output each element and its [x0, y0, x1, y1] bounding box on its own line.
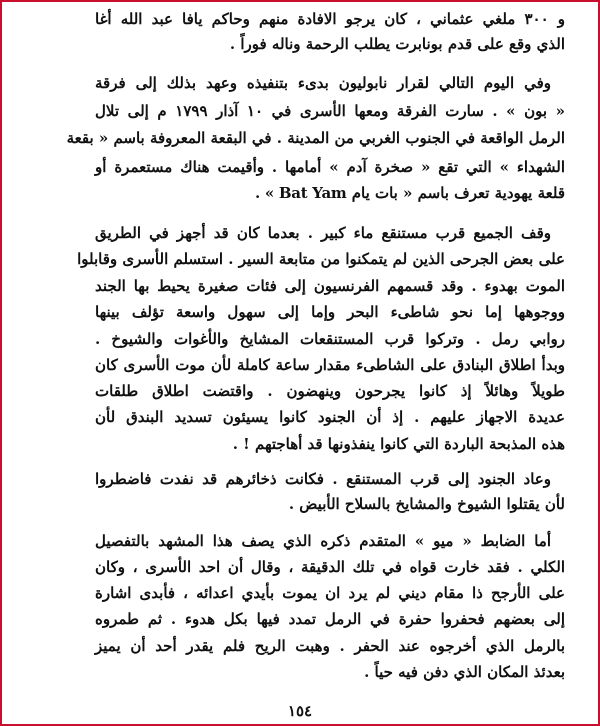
text-line: بعدئذ المكان الذي دفن فيه حياً .	[364, 663, 565, 681]
text-line: الكلي . فقد خارت قواه في تلك الدقيقة ، وقال أن احد الأسرى ، وكان	[95, 558, 565, 576]
text-line: « بون » . سارت الفرقة ومعها الأسرى في ١٠ آذار ١٧٩٩ م إلى تلال	[95, 102, 566, 120]
page-number: ١٥٤	[287, 702, 313, 720]
text-line: الرمل الواقعة في الجنوب الغربي من المدينة . في البقعة المعروفة باسم « بقعة	[66, 129, 565, 147]
text-line: الذي وقع على قدم بونابرت يطلب الرحمة وناله فوراً .	[229, 35, 565, 53]
text-line: لأن يقتلوا الشيوخ والمشايخ بالسلاح الأبيض .	[288, 495, 565, 513]
text-line: بالرمل الذي أخرجوه عند الحفر . وهبت الريح فلم يقدر أحد أن يميز	[95, 637, 565, 655]
text-line: طويلاً وهائلاً إذ كانوا يجرحون وينهضون . واقتضت اطلاق طلقات	[95, 382, 565, 400]
text-line: وعاد الجنود إلى قرب المستنقع . فكانت ذخائرهم قد نفدت فاضطروا	[95, 470, 551, 488]
text-line: و ٣٠٠ ملغي عثماني ، كان يرجو الافادة منهم وحاكم يافا عبد الله أغا	[95, 10, 565, 28]
text-line: عديدة الاجهاز عليهم . إذ أن الجنود كانوا يسيئون تسديد البندق لأن	[95, 408, 565, 426]
text-line: إلى بعضهم فحفروا حفرة في الرمل تمدد فيها بكل هدوء . ثم طمروه	[95, 610, 565, 628]
text-line: وبدأ اطلاق البنادق على الشاطىء مقدار ساعة كاملة لأن موت الأسرى كان	[95, 356, 565, 374]
text-line: على بعض الجرحى الذين لم يتمكنوا من متابعة السير . استسلم الأسرى وقابلوا	[77, 250, 565, 268]
text-line: أما الضابط « ميو » المتقدم ذكره الذي يصف هذا المشهد بالتفصيل	[95, 532, 551, 550]
text-line: روابي رمل . وتركوا قرب المستنقعات المشايخ والأغوات والشيوخ .	[95, 330, 565, 348]
text-line: ووجوهها إما نحو شاطىء البحر وإما إلى سهول واسعة تؤلف بينها	[95, 303, 565, 321]
text-line: على الأرجح ذا مقام ديني لم يرد ان يموت بأيدي اعدائه ، فأبدى اشارة	[95, 584, 565, 602]
text-line: وقف الجميع قرب مستنقع ماء كبير . بعدما كان قد أجهز في الطريق	[95, 224, 551, 242]
text-line: الشهداء » التي تقع « صخرة آدم » أمامها . وأقيمت هناك مستعمرة أو	[95, 158, 565, 176]
text-line: قلعة يهودية تعرف باسم « بات يام Bat Yam » .	[255, 184, 565, 202]
text-line: هذه المذبحة الباردة التي كانوا ينفذونها قد أهاجتهم ! .	[232, 435, 565, 453]
text-line: الموت بهدوء . وقد قسمهم الفرنسيون إلى فئات صغيرة يحيط بها الجند	[95, 277, 565, 295]
text-line: وفي اليوم التالي لقرار نابوليون بدىء بتنفيذه وعهد بذلك إلى فرقة	[95, 74, 551, 92]
